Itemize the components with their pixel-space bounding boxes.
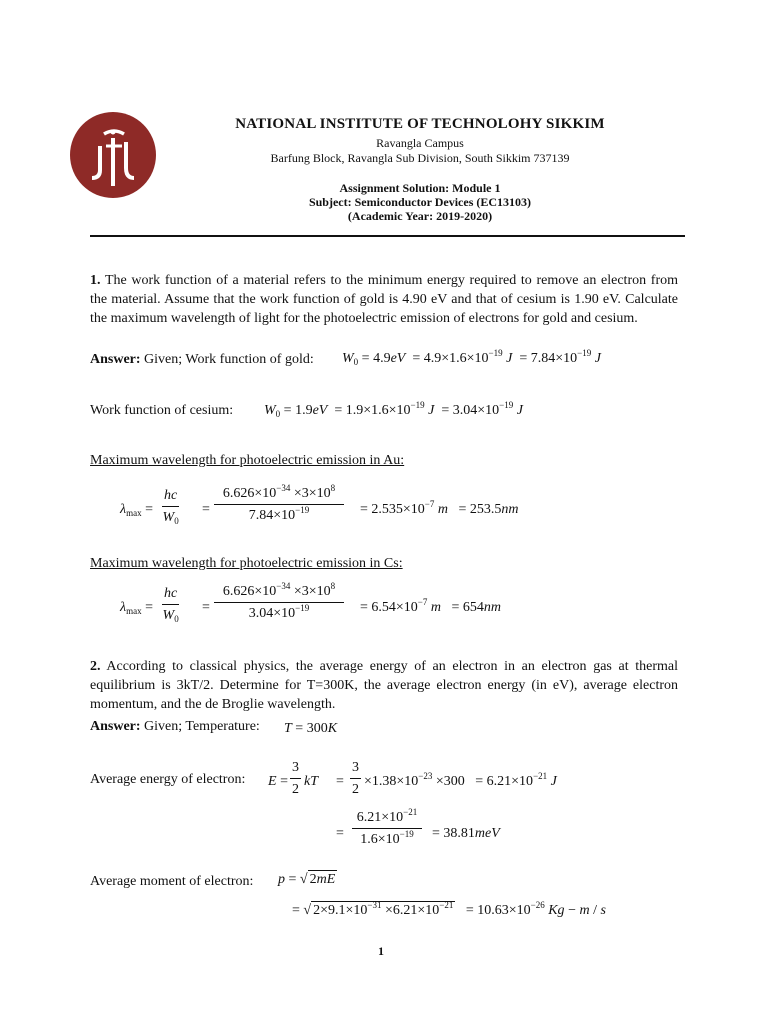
question-2 — [90, 657, 678, 714]
temperature-equation: T = 300K — [284, 721, 338, 736]
question-number: 2. — [90, 659, 101, 674]
hc-over-w0-fraction: $\frac{hc}{W_0}$ — [162, 586, 179, 624]
energy-label: Average energy of electron: — [90, 772, 246, 787]
cs-heading: Maximum wavelength for photoelectric emission in Cs: — [90, 556, 403, 571]
question-1 — [90, 271, 678, 328]
gold-work-function-equation: $W_0 = 4.9eV = 4.9\times 1.6\times 10^{-19}$ $J = 7.84\times 10^{-19}$ J — [342, 348, 601, 367]
cesium-work-function-equation: $W_0 = 1.9eV = 1.9\times 1.6\times 10^{-19}$ $J = 3.04\times 10^{-19}$ J — [264, 400, 523, 419]
academic-year: (Academic Year: 2019-2020) — [347, 209, 493, 223]
equals-sign: = — [202, 600, 210, 615]
institute-title: NATIONAL INSTITUTE OF TECHNOLOHY SIKKIM — [235, 116, 605, 132]
header-divider — [90, 235, 685, 237]
answer-given-gold: Given; Work function of gold: — [144, 352, 314, 367]
moment-label: Average moment of electron: — [90, 874, 254, 889]
lambda-max-symbol: $\lambda_{max}$ = — [120, 502, 153, 518]
cesium-label: Work function of cesium: — [90, 403, 234, 418]
subject-line: Subject: Semiconductor Devices (EC13103) — [308, 195, 532, 209]
page-number: 1 — [378, 944, 384, 958]
kt-term: kT — [304, 774, 318, 789]
au-numeric-fraction: $\frac{6.626\times 10^{-34} \times 3\times 10^8}{7.84\times 10^{-19}}$ — [214, 486, 344, 524]
momentum-calculation: = √ $2\times 9.1\times 10^{-31} \times 6.21\times 10^{-21} = 10.63\times 10^{-26}$ Kg − m / s — [292, 900, 606, 918]
energy-ev-result: = 38.81meV — [432, 826, 500, 841]
cs-result: = $6.54\times 10^{-7}$ m = 654nm — [360, 597, 502, 615]
question-text: The work function of a material refers to the minimum energy required to remove an electron from the material. Assume that the work function of gold is 4.90 eV and that of cesium is 1.90 eV. Calculate the maximum wavelength of light for the photoelectric emission of electrons for gold and cesium. — [90, 273, 679, 326]
question-text: According to classical physics, the average energy of an electron in an electron gas at thermal equilibrium is 3kT/2. Determine for T=300K, the average electron energy (in eV), average electron momentum, and the de Broglie wavelength. — [90, 659, 678, 712]
au-heading: Maximum wavelength for photoelectric emission in Au: — [90, 453, 405, 468]
campus-name: Ravangla Campus — [376, 136, 464, 150]
equals-sign: = — [336, 774, 344, 789]
cs-numeric-fraction: $\frac{6.626\times 10^{-34} \times 3\times 10^8}{3.04\times 10^{-19}}$ — [214, 584, 344, 622]
energy-symbol: E = — [268, 774, 288, 789]
question-number: 1. — [90, 273, 101, 288]
au-result: = $2.535\times 10^{-7}$ m = 253.5nm — [360, 499, 519, 517]
answer-label: Answer: — [90, 719, 141, 734]
three-halves-fraction: $\frac{3}{2}$ — [292, 760, 299, 797]
three-halves-fraction: $\frac{3}{2}$ — [352, 760, 359, 797]
institute-address: Barfung Block, Ravangla Sub Division, South Sikkim 737139 — [270, 151, 570, 165]
answer-1-intro — [90, 352, 314, 368]
answer-2-intro — [90, 719, 260, 735]
lambda-max-symbol: $\lambda_{max}$ = — [120, 600, 153, 616]
equals-sign: = — [202, 502, 210, 517]
momentum-formula: p = √ 2mE — [278, 872, 336, 887]
hc-over-w0-fraction: $\frac{hc}{W_0}$ — [162, 488, 179, 526]
assignment-title: Assignment Solution: Module 1 — [339, 181, 501, 195]
energy-calculation: $\times 1.38\times 10^{-23} \times 300 = 6.21\times 10^{-21}$ J — [364, 771, 557, 789]
nit-sikkim-logo — [70, 112, 156, 198]
answer-label: Answer: — [90, 352, 141, 367]
answer-given-temp: Given; Temperature: — [144, 719, 260, 734]
equals-sign: = — [336, 826, 344, 841]
energy-ev-fraction: $\frac{6.21\times 10^{-21}}{1.6\times 10^{-19}}$ — [352, 810, 422, 848]
